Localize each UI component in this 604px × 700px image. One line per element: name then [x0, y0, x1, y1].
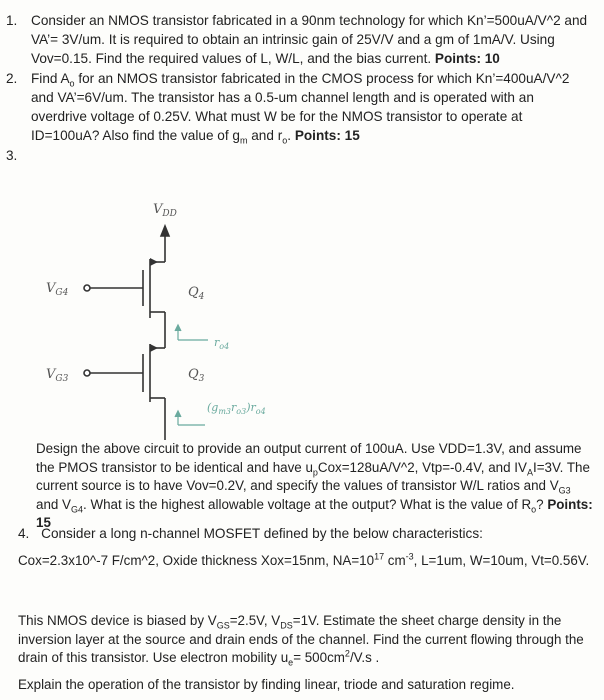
question-1-points: Points: 10	[434, 51, 500, 66]
question-3-points: Points: 15	[36, 496, 593, 530]
question-2-text-a: Find A	[31, 71, 70, 86]
question-2-ro-subscript: o	[282, 135, 288, 146]
vg4-subscript: G4	[71, 504, 84, 515]
q3-label: $Q_3$	[188, 367, 205, 384]
question-2-number: 2.	[6, 71, 18, 86]
q4-label: $Q_4$	[188, 285, 205, 302]
up-subscript: p	[312, 467, 318, 478]
question-1-text: Consider an NMOS transistor fabricated in a 90nm technology for which Kn’=500uA/V^2 and VA’= 3V/um. It is required to obtain an intrinsic gain of 25V/V and a gm of 1mA/V. Using Vov=0.15. Find the required values of L, W/L, and the bias current.	[31, 13, 588, 66]
question-2-text-c: and r	[247, 128, 283, 143]
question-2-text-d: .	[287, 128, 295, 143]
vg3-terminal	[84, 370, 90, 376]
question-1-number: 1.	[6, 13, 18, 28]
vg3-label: $V_{G3}$	[46, 367, 69, 384]
question-4-number: 4.	[18, 526, 30, 541]
vg4-terminal	[84, 285, 90, 291]
ro4-label: $r_{o4}$	[214, 336, 230, 351]
question-4-explain: Explain the operation of the transistor by finding linear, triode and saturation regime.	[18, 677, 515, 692]
question-4-heading	[18, 524, 593, 543]
vdd-label: $V_{DD}$	[153, 202, 177, 219]
question-2-text-b: for an NMOS transistor fabricated in the CMOS process for which Kn’=400uA/V^2 and VA’=6V/um. The transistor has a 0.5-um channel length and is operated with an overdrive voltage of 0.25V. What must W be for the NMOS transistor to operate at ID=100uA? Also find the value of g	[31, 71, 570, 143]
question-3-text: Design the above circuit to provide an output current of 100uA. Use VDD=1.3V, and assume the PMOS transistor to be identical and have $u_pCox=128uA/V\^{}2$, Vtp=-0.4V, and $IV_AI=3V$. The current source is to have Vov=0.2V, and specify the values of transistor W/L ratios and $V_{G3}$ and $V_{G4}$. What is the highest allowable voltage at the output? What is the value of $R_o$? Points: 15	[36, 441, 593, 530]
question-3-number: 3.	[6, 148, 18, 163]
output-resistance-label: $(g_{m3}r_{o3})r_{o4}$	[207, 401, 266, 416]
question-2-ao-subscript: o	[69, 78, 75, 89]
vdd-arrow	[161, 226, 169, 236]
ro-subscript: o	[531, 504, 537, 515]
vg4-label: $V_{G4}$	[46, 281, 69, 298]
question-2-gm-subscript: m	[239, 135, 248, 146]
va-subscript: A	[526, 467, 533, 478]
question-4-bias-text: This NMOS device is biased by $V_{GS}=2.5V$, $V_{DS}=1V$. Estimate the sheet charge density in the inversion layer at the source and drain ends of the channel. Find the current flowing through the drain of this transistor. Use electron mobility $u_e= 500cm^2/V.s$ .	[18, 613, 584, 668]
vg3-subscript: G3	[558, 485, 571, 496]
question-4-intro: Consider a long n-channel MOSFET defined by the below characteristics:	[41, 526, 483, 541]
question-4-parameters: Cox=2.3x10^-7 F/cm^2, Oxide thickness Xox=15nm, $NA=10^{17}$ $cm^{-3}$, L=1um, W=10um, Vt=0.56V.	[18, 551, 590, 568]
question-2-points: Points: 15	[294, 128, 360, 143]
